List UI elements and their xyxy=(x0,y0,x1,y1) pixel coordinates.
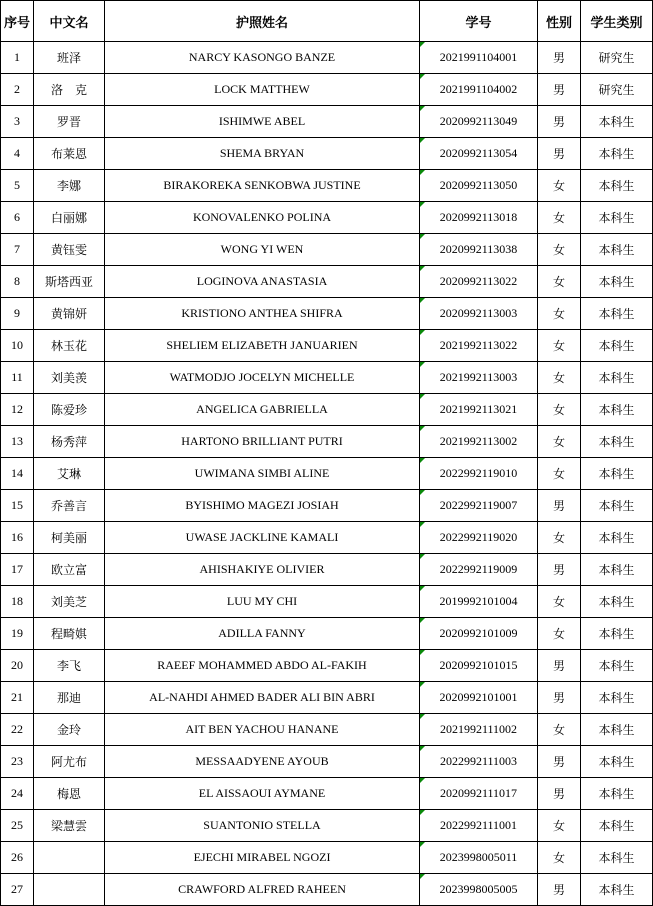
cell-chinese-name[interactable]: 黄锦妍 xyxy=(34,298,105,330)
cell-chinese-name[interactable]: 班泽 xyxy=(34,42,105,74)
cell-student-id[interactable]: 2023998005011 xyxy=(420,842,538,874)
table-row xyxy=(1,522,653,554)
table-row xyxy=(1,394,653,426)
cell-index[interactable]: 9 xyxy=(1,298,34,330)
cell-chinese-name[interactable]: 洛 克 xyxy=(34,74,105,106)
cell-chinese-name[interactable]: 李娜 xyxy=(34,170,105,202)
cell-passport-name[interactable]: NARCY KASONGO BANZE xyxy=(105,42,420,74)
header-student-id[interactable]: 学号 xyxy=(420,1,538,42)
header-gender[interactable]: 性别 xyxy=(538,1,581,42)
cell-gender[interactable]: 男 xyxy=(538,106,581,138)
cell-gender[interactable]: 女 xyxy=(538,842,581,874)
cell-passport-name[interactable]: AL-NAHDI AHMED BADER ALI BIN ABRI xyxy=(105,682,420,714)
header-chinese-name[interactable]: 中文名 xyxy=(34,1,105,42)
cell-gender[interactable]: 男 xyxy=(538,746,581,778)
table-row xyxy=(1,42,653,74)
cell-chinese-name[interactable]: 梅恩 xyxy=(34,778,105,810)
cell-passport-name[interactable]: WATMODJO JOCELYN MICHELLE xyxy=(105,362,420,394)
cell-gender[interactable]: 女 xyxy=(538,298,581,330)
cell-chinese-name[interactable]: 布莱恩 xyxy=(34,138,105,170)
cell-student-id[interactable]: 2020992101009 xyxy=(420,618,538,650)
cell-index[interactable]: 15 xyxy=(1,490,34,522)
cell-student-id[interactable]: 2021991104001 xyxy=(420,42,538,74)
table-row xyxy=(1,554,653,586)
cell-gender[interactable]: 女 xyxy=(538,330,581,362)
cell-chinese-name[interactable]: 白丽娜 xyxy=(34,202,105,234)
cell-index[interactable]: 18 xyxy=(1,586,34,618)
cell-passport-name[interactable]: SHELIEM ELIZABETH JANUARIEN xyxy=(105,330,420,362)
cell-index[interactable]: 26 xyxy=(1,842,34,874)
cell-gender[interactable]: 男 xyxy=(538,650,581,682)
cell-chinese-name[interactable]: 乔善言 xyxy=(34,490,105,522)
cell-student-type[interactable]: 本科生 xyxy=(581,746,653,778)
cell-passport-name[interactable]: MESSAADYENE AYOUB xyxy=(105,746,420,778)
cell-chinese-name[interactable]: 斯塔西亚 xyxy=(34,266,105,298)
cell-index[interactable]: 13 xyxy=(1,426,34,458)
table-row xyxy=(1,714,653,746)
cell-passport-name[interactable]: AIT BEN YACHOU HANANE xyxy=(105,714,420,746)
cell-index[interactable]: 12 xyxy=(1,394,34,426)
cell-passport-name[interactable]: ADILLA FANNY xyxy=(105,618,420,650)
cell-chinese-name[interactable]: 柯美丽 xyxy=(34,522,105,554)
cell-passport-name[interactable]: EJECHI MIRABEL NGOZI xyxy=(105,842,420,874)
table-row xyxy=(1,106,653,138)
cell-student-id[interactable]: 2020992113003 xyxy=(420,298,538,330)
cell-student-type[interactable]: 本科生 xyxy=(581,202,653,234)
cell-index[interactable]: 8 xyxy=(1,266,34,298)
table-row xyxy=(1,234,653,266)
cell-student-type[interactable]: 本科生 xyxy=(581,714,653,746)
cell-index[interactable]: 17 xyxy=(1,554,34,586)
cell-chinese-name[interactable]: 刘美羡 xyxy=(34,362,105,394)
table-row xyxy=(1,874,653,906)
cell-passport-name[interactable]: RAEEF MOHAMMED ABDO AL-FAKIH xyxy=(105,650,420,682)
cell-chinese-name[interactable] xyxy=(34,842,105,874)
cell-student-type[interactable]: 本科生 xyxy=(581,554,653,586)
cell-passport-name[interactable]: ANGELICA GABRIELLA xyxy=(105,394,420,426)
cell-student-id[interactable]: 2020992113022 xyxy=(420,266,538,298)
cell-student-type[interactable]: 本科生 xyxy=(581,426,653,458)
cell-index[interactable]: 10 xyxy=(1,330,34,362)
cell-chinese-name[interactable]: 林玉花 xyxy=(34,330,105,362)
cell-student-type[interactable]: 本科生 xyxy=(581,778,653,810)
table-header xyxy=(1,1,653,42)
cell-gender[interactable]: 男 xyxy=(538,490,581,522)
table-row xyxy=(1,842,653,874)
cell-index[interactable]: 25 xyxy=(1,810,34,842)
cell-passport-name[interactable]: BYISHIMO MAGEZI JOSIAH xyxy=(105,490,420,522)
cell-index[interactable]: 27 xyxy=(1,874,34,906)
cell-student-type[interactable]: 本科生 xyxy=(581,682,653,714)
cell-index[interactable]: 2 xyxy=(1,74,34,106)
cell-passport-name[interactable]: LUU MY CHI xyxy=(105,586,420,618)
table-row xyxy=(1,746,653,778)
cell-student-id[interactable]: 2023998005005 xyxy=(420,874,538,906)
cell-gender[interactable]: 女 xyxy=(538,170,581,202)
cell-index[interactable]: 21 xyxy=(1,682,34,714)
table-row xyxy=(1,426,653,458)
cell-passport-name[interactable]: KONOVALENKO POLINA xyxy=(105,202,420,234)
table-row xyxy=(1,682,653,714)
cell-student-type[interactable]: 本科生 xyxy=(581,458,653,490)
cell-gender[interactable]: 男 xyxy=(538,682,581,714)
table-row xyxy=(1,778,653,810)
cell-passport-name[interactable]: WONG YI WEN xyxy=(105,234,420,266)
header-passport-name[interactable]: 护照姓名 xyxy=(105,1,420,42)
cell-student-type[interactable]: 本科生 xyxy=(581,266,653,298)
cell-gender[interactable]: 女 xyxy=(538,522,581,554)
cell-gender[interactable]: 男 xyxy=(538,874,581,906)
cell-gender[interactable]: 女 xyxy=(538,586,581,618)
cell-passport-name[interactable]: BIRAKOREKA SENKOBWA JUSTINE xyxy=(105,170,420,202)
cell-chinese-name[interactable]: 李飞 xyxy=(34,650,105,682)
cell-passport-name[interactable]: SHEMA BRYAN xyxy=(105,138,420,170)
cell-student-id[interactable]: 2021992113022 xyxy=(420,330,538,362)
cell-student-type[interactable]: 本科生 xyxy=(581,394,653,426)
cell-gender[interactable]: 女 xyxy=(538,234,581,266)
cell-chinese-name[interactable]: 罗晋 xyxy=(34,106,105,138)
cell-student-id[interactable]: 2020992113018 xyxy=(420,202,538,234)
cell-index[interactable]: 14 xyxy=(1,458,34,490)
header-index[interactable]: 序号 xyxy=(1,1,34,42)
header-student-type[interactable]: 学生类别 xyxy=(581,1,653,42)
cell-gender[interactable]: 女 xyxy=(538,362,581,394)
cell-chinese-name[interactable]: 刘美芝 xyxy=(34,586,105,618)
table-row xyxy=(1,586,653,618)
cell-chinese-name[interactable]: 欧立富 xyxy=(34,554,105,586)
cell-passport-name[interactable]: ISHIMWE ABEL xyxy=(105,106,420,138)
cell-student-id[interactable]: 2020992111017 xyxy=(420,778,538,810)
cell-gender[interactable]: 女 xyxy=(538,458,581,490)
cell-index[interactable]: 3 xyxy=(1,106,34,138)
cell-student-id[interactable]: 2021991104002 xyxy=(420,74,538,106)
cell-index[interactable]: 19 xyxy=(1,618,34,650)
cell-student-id[interactable]: 2022992111003 xyxy=(420,746,538,778)
table-row xyxy=(1,74,653,106)
cell-passport-name[interactable]: EL AISSAOUI AYMANE xyxy=(105,778,420,810)
cell-gender[interactable]: 男 xyxy=(538,778,581,810)
cell-index[interactable]: 4 xyxy=(1,138,34,170)
cell-student-type[interactable]: 本科生 xyxy=(581,586,653,618)
cell-student-type[interactable]: 本科生 xyxy=(581,650,653,682)
cell-index[interactable]: 16 xyxy=(1,522,34,554)
cell-passport-name[interactable]: SUANTONIO STELLA xyxy=(105,810,420,842)
cell-student-id[interactable]: 2020992113049 xyxy=(420,106,538,138)
cell-passport-name[interactable]: CRAWFORD ALFRED RAHEEN xyxy=(105,874,420,906)
table-row xyxy=(1,650,653,682)
cell-gender[interactable]: 女 xyxy=(538,618,581,650)
cell-chinese-name[interactable] xyxy=(34,874,105,906)
cell-gender[interactable]: 女 xyxy=(538,266,581,298)
cell-chinese-name[interactable]: 艾琳 xyxy=(34,458,105,490)
cell-student-id[interactable]: 2022992119010 xyxy=(420,458,538,490)
table-row xyxy=(1,810,653,842)
cell-student-type[interactable]: 本科生 xyxy=(581,298,653,330)
cell-chinese-name[interactable]: 阿尤布 xyxy=(34,746,105,778)
cell-student-id[interactable]: 2021992113002 xyxy=(420,426,538,458)
cell-student-type[interactable]: 本科生 xyxy=(581,810,653,842)
cell-gender[interactable]: 男 xyxy=(538,74,581,106)
table-row xyxy=(1,458,653,490)
cell-student-type[interactable]: 本科生 xyxy=(581,618,653,650)
cell-student-type[interactable]: 本科生 xyxy=(581,170,653,202)
cell-index[interactable]: 22 xyxy=(1,714,34,746)
cell-chinese-name[interactable]: 那迪 xyxy=(34,682,105,714)
cell-student-type[interactable]: 本科生 xyxy=(581,330,653,362)
cell-gender[interactable]: 女 xyxy=(538,394,581,426)
cell-student-type[interactable]: 本科生 xyxy=(581,842,653,874)
cell-student-type[interactable]: 本科生 xyxy=(581,490,653,522)
table-row xyxy=(1,202,653,234)
cell-index[interactable]: 7 xyxy=(1,234,34,266)
cell-chinese-name[interactable]: 金玲 xyxy=(34,714,105,746)
cell-gender[interactable]: 女 xyxy=(538,202,581,234)
cell-student-id[interactable]: 2020992101001 xyxy=(420,682,538,714)
cell-student-id[interactable]: 2020992113050 xyxy=(420,170,538,202)
table-row xyxy=(1,330,653,362)
cell-passport-name[interactable]: UWIMANA SIMBI ALINE xyxy=(105,458,420,490)
cell-gender[interactable]: 女 xyxy=(538,714,581,746)
table-body xyxy=(1,42,653,906)
table-row xyxy=(1,362,653,394)
cell-student-id[interactable]: 2020992113038 xyxy=(420,234,538,266)
cell-passport-name[interactable]: AHISHAKIYE OLIVIER xyxy=(105,554,420,586)
table-row xyxy=(1,138,653,170)
cell-gender[interactable]: 男 xyxy=(538,138,581,170)
cell-student-type[interactable]: 本科生 xyxy=(581,874,653,906)
cell-chinese-name[interactable]: 黄钰雯 xyxy=(34,234,105,266)
table-row xyxy=(1,618,653,650)
cell-student-type[interactable]: 研究生 xyxy=(581,74,653,106)
table-row xyxy=(1,298,653,330)
cell-chinese-name[interactable]: 陈爱珍 xyxy=(34,394,105,426)
cell-gender[interactable]: 女 xyxy=(538,426,581,458)
cell-index[interactable]: 1 xyxy=(1,42,34,74)
cell-gender[interactable]: 男 xyxy=(538,42,581,74)
cell-student-id[interactable]: 2022992119009 xyxy=(420,554,538,586)
cell-gender[interactable]: 女 xyxy=(538,810,581,842)
cell-student-type[interactable]: 本科生 xyxy=(581,522,653,554)
cell-student-id[interactable]: 2021992111002 xyxy=(420,714,538,746)
table-row xyxy=(1,170,653,202)
header-row xyxy=(1,1,653,42)
cell-index[interactable]: 11 xyxy=(1,362,34,394)
cell-chinese-name[interactable]: 杨秀萍 xyxy=(34,426,105,458)
cell-index[interactable]: 23 xyxy=(1,746,34,778)
table-row xyxy=(1,490,653,522)
cell-index[interactable]: 6 xyxy=(1,202,34,234)
cell-gender[interactable]: 男 xyxy=(538,554,581,586)
cell-student-id[interactable]: 2020992113054 xyxy=(420,138,538,170)
cell-passport-name[interactable]: LOCK MATTHEW xyxy=(105,74,420,106)
cell-student-id[interactable]: 2022992111001 xyxy=(420,810,538,842)
cell-student-id[interactable]: 2019992101004 xyxy=(420,586,538,618)
cell-passport-name[interactable]: HARTONO BRILLIANT PUTRI xyxy=(105,426,420,458)
cell-index[interactable]: 20 xyxy=(1,650,34,682)
cell-student-id[interactable]: 2021992113021 xyxy=(420,394,538,426)
cell-student-type[interactable]: 本科生 xyxy=(581,138,653,170)
cell-passport-name[interactable]: KRISTIONO ANTHEA SHIFRA xyxy=(105,298,420,330)
cell-student-id[interactable]: 2022992119020 xyxy=(420,522,538,554)
cell-student-type[interactable]: 本科生 xyxy=(581,362,653,394)
cell-index[interactable]: 5 xyxy=(1,170,34,202)
cell-chinese-name[interactable]: 梁慧雲 xyxy=(34,810,105,842)
cell-chinese-name[interactable]: 程畸娸 xyxy=(34,618,105,650)
cell-passport-name[interactable]: LOGINOVA ANASTASIA xyxy=(105,266,420,298)
cell-student-type[interactable]: 研究生 xyxy=(581,42,653,74)
cell-student-id[interactable]: 2021992113003 xyxy=(420,362,538,394)
table-row xyxy=(1,266,653,298)
cell-index[interactable]: 24 xyxy=(1,778,34,810)
cell-student-id[interactable]: 2022992119007 xyxy=(420,490,538,522)
cell-passport-name[interactable]: UWASE JACKLINE KAMALI xyxy=(105,522,420,554)
cell-student-id[interactable]: 2020992101015 xyxy=(420,650,538,682)
cell-student-type[interactable]: 本科生 xyxy=(581,234,653,266)
cell-student-type[interactable]: 本科生 xyxy=(581,106,653,138)
